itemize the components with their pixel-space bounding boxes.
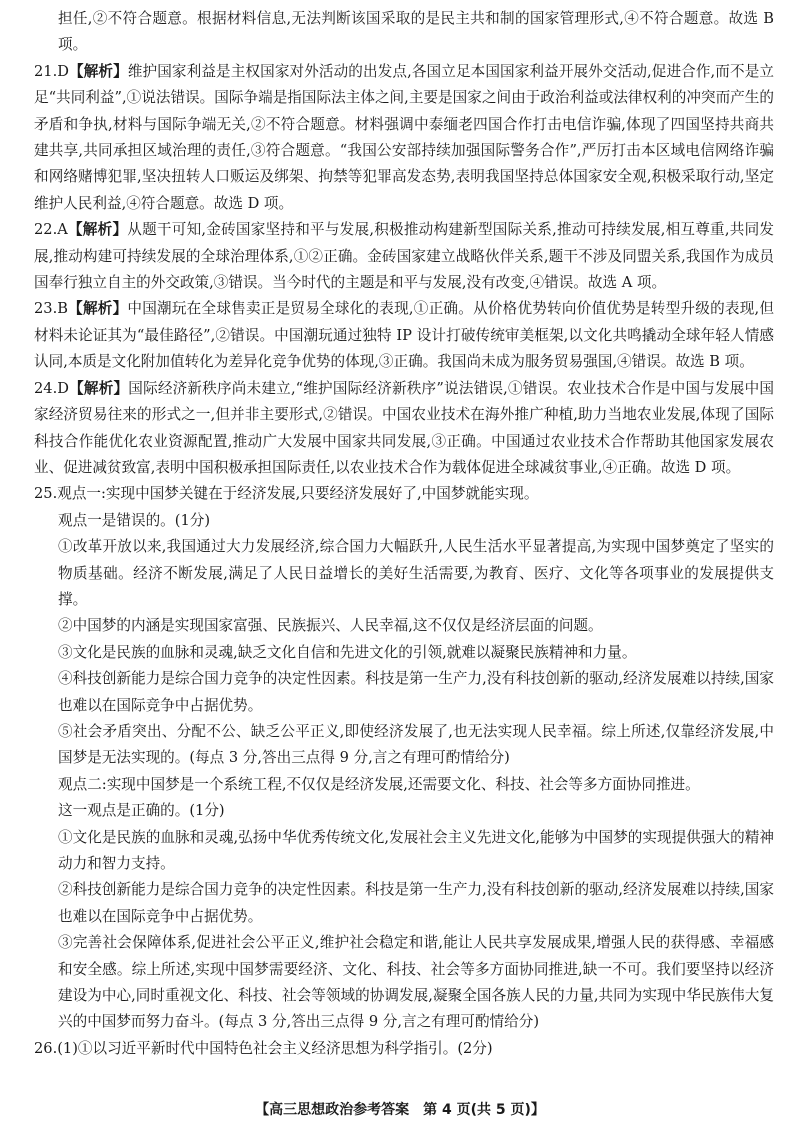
answer-22 <box>34 217 774 296</box>
answer-23-number: 23.B <box>34 300 68 318</box>
answer-25-view1-point-2: ②中国梦的内涵是实现国家富强、民族振兴、人民幸福,这不仅仅是经济层面的问题。 <box>58 617 603 635</box>
answer-25-view2-judgement: 这一观点是正确的。(1分) <box>58 802 225 820</box>
answer-25-view1-judgement: 观点一是错误的。(1分) <box>58 511 211 529</box>
answer-24 <box>34 376 774 482</box>
answer-22-tag: 【解析】 <box>67 221 128 239</box>
answer-25-view1-point-5: ⑤社会矛盾突出、分配不公、缺乏公平正义,即使经济发展了,也无法实现人民幸福。综上所述,仅靠经济发展,中国梦是无法实现的。(每点 3 分,答出三点得 9 分,言之有理可酌情给分) <box>58 722 774 767</box>
answer-25-view2-point-2: ②科技创新能力是综合国力竞争的决定性因素。科技是第一生产力,没有科技创新的驱动,经济发展难以持续,国家也难以在国际竞争中占据优势。 <box>58 881 774 925</box>
answer-23-text: 中国潮玩在全球售卖正是贸易全球化的表现,①正确。从价格优势转向价值优势是转型升级的表现,但材料未论证其为“最佳路径”,②错误。中国潮玩通过独特 IP 设计打破传统审美框架,以文化共鸣撬动全球年轻人情感认同,本质是文化附加值转化为差异化竞争优势的体现,③正确。我国尚未成为服务贸易强国,④错误。故选 B 项。 <box>34 300 774 371</box>
answer-21-text: 维护国家利益是主权国家对外活动的出发点,各国立足本国国家利益开展外交活动,促进合作,而不是立足“共同利益”,①说法错误。国际争端是指国际法主体之间,主要是国家之间由于政治利益或法律权利的冲突而产生的矛盾和争执,材料与国际争端无关,②不符合题意。材料强调中泰缅老四国合作打击电信诈骗,体现了四国坚持共商共建共享,共同承担区域治理的责任,③符合题意。“我国公安部持续加强国际警务合作”,严厉打击本区域电信网络诈骗和网络赌博犯罪,坚决扭转人口贩运及绑架、拘禁等犯罪高发态势,表明我国坚持总体国家安全观,积极采取行动,坚定维护人民利益,④符合题意。故选 D 项。 <box>34 62 774 212</box>
answer-21-number: 21.D <box>34 62 69 80</box>
answer-25-view2-point-1: ①文化是民族的血脉和灵魂,弘扬中华优秀传统文化,发展社会主义先进文化,能够为中国梦的实现提供强大的精神动力和智力支持。 <box>58 828 774 872</box>
continuation-paragraph: 担任,②不符合题意。根据材料信息,无法判断该国采取的是民主共和制的国家管理形式,④不符合题意。故选 B 项。 <box>58 10 774 54</box>
answer-25-view1-point-3: ③文化是民族的血脉和灵魂,缺乏文化自信和先进文化的引领,就难以凝聚民族精神和力量。 <box>58 643 637 661</box>
answer-23 <box>34 296 774 375</box>
page-footer: 【高三思想政治参考答案 第 4 页(共 5 页)】 <box>255 1102 545 1118</box>
answer-25-view1-point-1: ①改革开放以来,我国通过大力发展经济,综合国力大幅跃升,人民生活水平显著提高,为实现中国梦奠定了坚实的物质基础。经济不断发展,满足了人民日益增长的美好生活需要,为教育、医疗、文化等各项事业的发展提供支撑。 <box>58 538 774 608</box>
answer-21 <box>34 59 774 217</box>
answer-22-text: 从题干可知,金砖国家坚持和平与发展,积极推动构建新型国际关系,推动可持续发展,相互尊重,共同发展,推动构建可持续发展的全球治理体系,①②正确。金砖国家建立战略伙伴关系,题干不涉及同盟关系,我国作为成员国奉行独立自主的外交政策,③错误。当今时代的主题是和平与发展,没有改变,④错误。故选 A 项。 <box>34 221 774 292</box>
answer-24-tag: 【解析】 <box>68 379 129 397</box>
answer-25-view1-title: 25.观点一:实现中国梦关键在于经济发展,只要经济发展好了,中国梦就能实现。 <box>34 485 539 503</box>
answer-22-number: 22.A <box>34 221 68 239</box>
answer-25-number: 25. <box>34 485 58 503</box>
answer-25-view2-point-3: ③完善社会保障体系,促进社会公平正义,维护社会稳定和谐,能让人民共享发展成果,增强人民的获得感、幸福感和安全感。综上所述,实现中国梦需要经济、文化、科技、社会等多方面协同推进,缺一不可。我们要坚持以经济建设为中心,同时重视文化、科技、社会等领域的协调发展,凝聚全国各族人民的力量,共同为实现中华民族伟大复兴的中国梦而努力奋斗。(每点 3 分,答出三点得 9 分,言之有理可酌情给分) <box>58 934 774 1031</box>
answer-25-view2-title: 观点二:实现中国梦是一个系统工程,不仅仅是经济发展,还需要文化、科技、社会等多方面协同推进。 <box>58 775 700 793</box>
answer-page <box>34 6 774 1062</box>
answer-21-tag: 【解析】 <box>68 62 128 80</box>
answer-26 <box>34 1036 774 1062</box>
answer-26-number: 26. <box>34 1039 58 1057</box>
answer-25-view1-point-4: ④科技创新能力是综合国力竞争的决定性因素。科技是第一生产力,没有科技创新的驱动,经济发展难以持续,国家也难以在国际竞争中占据优势。 <box>58 670 774 714</box>
answer-24-number: 24.D <box>34 379 69 397</box>
answer-26-text: (1)①以习近平新时代中国特色社会主义经济思想为科学指引。(2分) <box>57 1039 493 1057</box>
answer-23-tag: 【解析】 <box>67 300 128 318</box>
answer-24-text: 国际经济新秩序尚未建立,“维护国际经济新秩序”说法错误,①错误。农业技术合作是中国与发展中国家经济贸易往来的形式之一,但并非主要形式,②错误。中国农业技术在海外推广种植,助力当地农业发展,体现了国际科技合作能优化农业资源配置,推动广大发展中国家共同发展,③正确。中国通过农业技术合作帮助其他国家发展农业、促进减贫致富,表明中国积极承担国际责任,以农业技术合作为载体促进全球减贫事业,④正确。故选 D 项。 <box>34 379 774 476</box>
